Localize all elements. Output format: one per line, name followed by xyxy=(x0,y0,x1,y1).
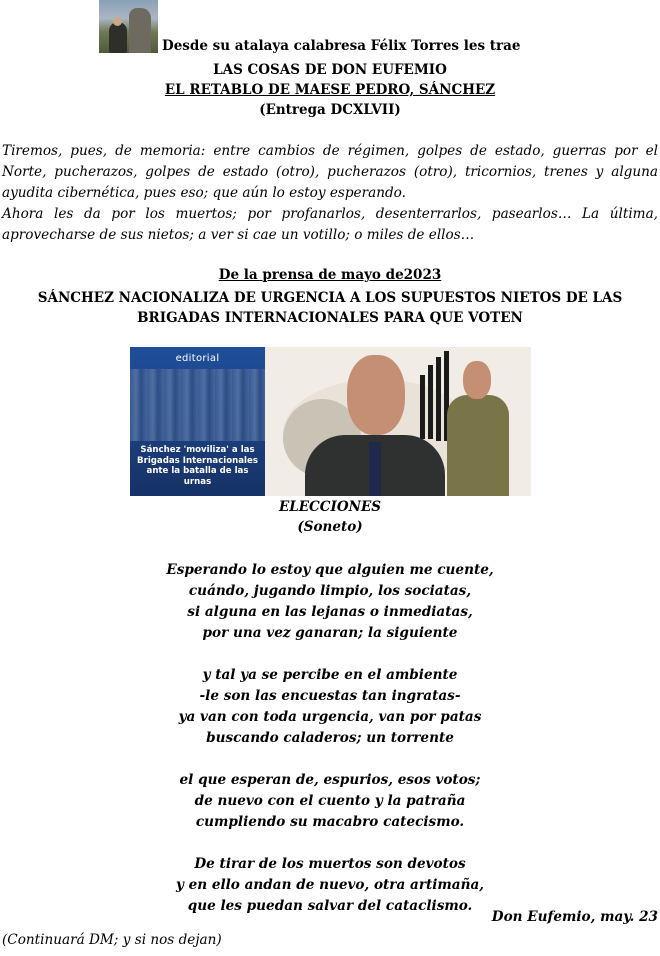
intro-text xyxy=(2,141,658,246)
news-card-image xyxy=(130,347,265,496)
poem-line: -le son las encuestas tan ingratas- xyxy=(199,688,461,704)
news-card-caption: Sánchez 'moviliza' a las Brigadas Internacionales ante la batalla de las urnas xyxy=(137,445,258,487)
poem-line: cumpliendo su macabro catecismo. xyxy=(195,814,465,830)
collage-image xyxy=(265,347,531,496)
poem-title: ELECCIONES xyxy=(278,499,381,515)
crowd-image xyxy=(130,369,265,441)
header-line-1: Desde su atalaya calabresa Félix Torres les trae xyxy=(162,38,521,54)
author-photo xyxy=(99,0,158,53)
press-source: De la prensa de mayo de2023 xyxy=(218,267,442,283)
poem-stanza-2 xyxy=(80,665,580,749)
header-title: EL RETABLO DE MAESE PEDRO, SÁNCHEZ xyxy=(164,82,496,98)
general-face xyxy=(463,361,491,399)
poem-body xyxy=(80,560,580,938)
person-head xyxy=(113,17,122,26)
poem-subtitle: (Soneto) xyxy=(297,519,363,535)
poem-line: cuándo, jugando limpio, los sociatas, xyxy=(188,583,472,599)
collage-bar xyxy=(428,365,433,439)
politician-face xyxy=(347,355,405,435)
press-headline-line-1: SÁNCHEZ NACIONALIZA DE URGENCIA A LOS SUPUESTOS NIETOS DE LAS xyxy=(37,290,623,306)
continuation-note: (Continuará DM; y si nos dejan) xyxy=(2,932,222,948)
poem-line: si alguna en las lejanas o inmediatas, xyxy=(187,604,473,620)
rock-shape xyxy=(129,8,151,53)
header-entrega: (Entrega DCXLVII) xyxy=(259,102,401,118)
editorial-logo: editorial xyxy=(175,353,220,364)
person-silhouette xyxy=(109,22,127,53)
poem-line: de nuevo con el cuento y la patraña xyxy=(194,793,466,809)
intro-paragraph-1: Tiremos, pues, de memoria: entre cambios de régimen, golpes de estado, guerras por el Norte, pucherazos, golpes de estado (otro), pucherazos (otro), tricornios, trenes y alguna ayudita cibernética, pues eso; que aún lo estoy esperando. xyxy=(2,143,658,201)
intro-paragraph-2: Ahora les da por los muertos; por profanarlos, desenterrarlos, pasearlos… La última, aprovecharse de sus nietos; a ver si cae un votillo; o miles de ellos… xyxy=(2,206,658,243)
poem-line: y en ello andan de nuevo, otra artimaña, xyxy=(175,877,485,893)
poem-line: Esperando lo estoy que alguien me cuente, xyxy=(166,562,494,578)
collage-bar xyxy=(420,375,425,439)
poem-line: buscando caladeros; un torrente xyxy=(206,730,454,746)
signature: Don Eufemio, may. 23 xyxy=(491,909,658,925)
poem-line: ya van con toda urgencia, van por patas xyxy=(178,709,482,725)
politician-tie xyxy=(369,442,381,496)
poem-stanza-1 xyxy=(80,560,580,644)
general-figure xyxy=(447,395,509,496)
poem-line: que les puedan salvar del cataclismo. xyxy=(187,898,473,914)
poem-stanza-3 xyxy=(80,770,580,833)
poem-stanza-4 xyxy=(80,854,580,917)
header-line-2: LAS COSAS DE DON EUFEMIO xyxy=(213,62,447,78)
poem-line: De tirar de los muertos son devotos xyxy=(194,856,466,872)
poem-line: y tal ya se percibe en el ambiente xyxy=(202,667,458,683)
press-headline-line-2: BRIGADAS INTERNACIONALES PARA QUE VOTEN xyxy=(137,310,523,326)
poem-line: por una vez ganaran; la siguiente xyxy=(202,625,458,641)
collage-bar xyxy=(436,357,441,441)
poem-line: el que esperan de, espurios, esos votos; xyxy=(179,772,481,788)
